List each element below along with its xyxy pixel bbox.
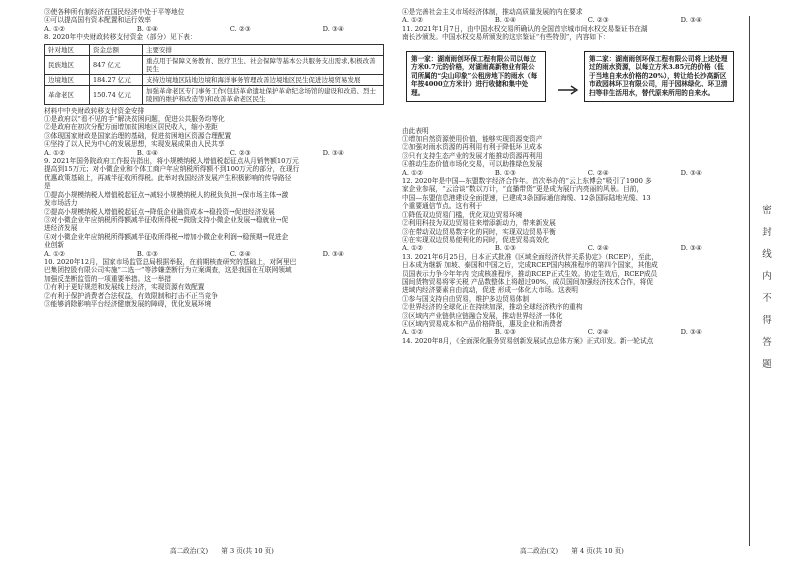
answer-options xyxy=(44,25,344,33)
seal-notice xyxy=(757,200,777,376)
text-line: ④推动生态价值市场化交易，可以助推绿色发展 xyxy=(402,160,543,169)
text-line: 12. 2020年是中国—东盟数字经济合作年。首次举办的“云上东博会”吸引了1900 多 xyxy=(402,177,652,186)
text-line: ③区域内产业链供应链融合发展，推动世界经济一体化 xyxy=(402,311,563,320)
text-line: ②利用科技为双边贸易往来增添新动力，带来新发展 xyxy=(402,219,556,228)
text-line: 中国—东盟信息港建设全面提速，已建成3条国际通信海缆、12条国际陆地光缆、13 xyxy=(402,193,651,202)
option-b: B. ①③ xyxy=(494,168,516,177)
option-b: B. ①④ xyxy=(136,148,158,157)
text-line: 提高到15万元；对小微企业和个体工商户年应纳税所得额不到100万元的部分，在现行 xyxy=(44,165,300,174)
answer-options xyxy=(44,250,344,258)
text-line: ③只有支持生态产业的发展才能推动资源再利用 xyxy=(402,151,543,160)
option-c: C. ②③ xyxy=(229,24,251,33)
arrow-right-icon xyxy=(558,85,580,95)
option-c: C. ②③ xyxy=(587,16,609,25)
text-line: ④是完善社会主义市场经济体制，推动高质量发展的内在要求 xyxy=(402,8,583,16)
option-d: D. ③④ xyxy=(322,148,344,157)
option-a: A. ①② xyxy=(402,328,424,337)
table-cell-region: 民族地区 xyxy=(45,55,90,74)
option-d: D. ③④ xyxy=(322,249,344,258)
text-line: ③在带动双边贸易数字化的同时，实现双边贸易平衡 xyxy=(402,227,556,236)
text-line: ④对小微企业年应纳税所得额减半征收所得税→增加小微企业利润→稳预期→促进企 xyxy=(44,232,289,241)
text-line: 11. 2021年1月7日，由中国水权交易所确认的全国首宗城市间水权交易鉴证书在湖 xyxy=(402,24,648,33)
option-a: A. ①② xyxy=(44,148,66,157)
text-line: ②加强对雨水资源的再利用有利于降低环卫成本 xyxy=(402,143,543,152)
table-cell-region: 革命老区 xyxy=(45,85,90,104)
seal-char: 封 xyxy=(762,227,772,238)
text-line: 家企业参展，“云洽谈”数以万计，“直播带货”更是成为展厅内亮丽的风景。目前， xyxy=(402,185,644,194)
option-c: C. ②④ xyxy=(587,244,609,253)
seal-char: 得 xyxy=(762,315,772,326)
text-line: 发市场活力 xyxy=(44,199,78,208)
option-c: C. ②④ xyxy=(229,249,251,258)
left-column xyxy=(44,8,382,308)
table-row xyxy=(45,74,384,85)
material-boxes xyxy=(402,45,734,125)
text-line: 日本成为继新 加坡、泰国和中国之后，完成RCEP国内核准程序的第四个国家，其他成 xyxy=(402,261,658,270)
material-box-second: 第二家：湖南雨创环保工程有限公司将上述处理过的雨水资源，以每立方米3.85元的价格（低于当地自来水价格的20%），转让给长沙高新区市政园林环卫有限公司，用于园林绿化、环卫清扫等非生活用水，替代原来所用的自来水。 xyxy=(584,51,734,102)
option-b: B. ①③ xyxy=(136,249,158,258)
table-cell-amount: 150.74 亿元 xyxy=(90,85,143,104)
text-line: 优惠政策基础上，再减半征收所得税。此举对我国经济发展产生积极影响的传导路径 xyxy=(44,173,292,182)
table-cell-amount: 847 亿元 xyxy=(90,55,143,74)
table-cell-region: 边境地区 xyxy=(45,74,90,85)
text-line: 13. 2021年6月25日，日本正式批准《区域全面经济伙伴关系协定》（RCEP），至此， xyxy=(402,252,659,261)
option-c: C. ②④ xyxy=(587,168,609,177)
text-line: 材料中中央财政转移支付资金安排 xyxy=(44,106,145,115)
seal-char: 线 xyxy=(762,249,772,260)
text-line: ④可以提高国有资本配置和运行效率 xyxy=(44,16,151,25)
text-line: ③对小微企业年应纳税所得额减半征收所得税→鼓励支持小微企业发展→稳就业→促 xyxy=(44,215,289,224)
text-line: ①有利于更好规范和发展线上经济，实现资源有效配置 xyxy=(44,283,205,292)
option-d: D. ③④ xyxy=(680,244,702,253)
text-line: ①提高小规模纳税人增值税起征点→减轻小规模纳税人的税负负担→保市场主体→激 xyxy=(44,190,289,199)
option-c: C. ②④ xyxy=(587,328,609,337)
table-cell-plan: 支持边境地区陆地边境和海洋事务管理改善边境地区民生促进边境贸易发展 xyxy=(143,74,384,85)
text-line: 加强反垄断监管的一项重要举措。这一举措 xyxy=(44,274,172,283)
option-d: D. ③④ xyxy=(680,328,702,337)
text-line: 10. 2020年12月，国家市场监管总局根据举报，在前期核查研究的基础上，对阿里巴 xyxy=(44,257,297,266)
option-a: A. ①② xyxy=(402,16,424,25)
option-d: D. ③④ xyxy=(680,16,702,25)
seal-char: 答 xyxy=(762,337,772,348)
option-a: A. ①② xyxy=(44,24,66,33)
option-d: D. ③④ xyxy=(680,168,702,177)
seal-char: 内 xyxy=(762,271,772,282)
page-footer-left: 高二政治(文) 第 3 页(共 10 页) xyxy=(170,547,274,555)
option-c: C. ②③ xyxy=(229,148,251,157)
option-d: D. ③④ xyxy=(322,24,344,33)
right-column xyxy=(402,8,734,345)
text-line: ②世界经济的全球化正在持续加深，推动全球经济秩序的重构 xyxy=(402,303,583,312)
material-box-first: 第一家：湖南雨创环保工程有限公司以每立方米0.7元的价格，对湖南高新物业有限公司所属的“尖山印象”公租房地下的雨水（每年按4000立方米计）进行收储和集中处理。 xyxy=(406,51,546,102)
seal-char: 题 xyxy=(762,359,772,370)
text-line: 国间货物贸易将零关税 产品数整体上将超过90%，成员国间加强经济技术合作，将促 xyxy=(402,277,654,286)
option-b: B. ①③ xyxy=(494,328,516,337)
question-8-stem: 8. 2020年中央财政转移支付资金（部分）见下表： xyxy=(44,33,197,42)
table-header: 主要安排 xyxy=(143,44,384,55)
text-line: ①是政府以“看不见的手”解决贫困问题，促进公共服务均等化 xyxy=(44,115,225,124)
text-line: ④区域内贸易成本和产品价格降低，惠及企业和消费者 xyxy=(402,319,563,328)
text-line: ②有利于保护消费者合法权益，有效限制和打击不正当竞争 xyxy=(44,291,218,300)
text-line: ①增加自然资源使用价值，能够实现资源变资产 xyxy=(402,135,543,144)
seal-char: 不 xyxy=(762,293,772,304)
text-line: 进域内经济要素自由流动，促进 形成一体化大市场。这表明 xyxy=(402,286,578,295)
text-line: 是 xyxy=(44,182,51,191)
table-header-row xyxy=(45,44,384,55)
text-line: 9. 2021年国务院政府工作报告指出，将小规模纳税人增值税起征点从月销售额10万元 xyxy=(44,157,299,166)
table-header: 资金总额 xyxy=(90,44,143,55)
table-cell-plan: 加强革命老区专门事务工作(包括革命遗址保护革命纪念场馆的建设和改造、烈士陵园的维护和改造等)和改善革命老区民生 xyxy=(143,85,384,104)
option-a: A. ①② xyxy=(402,244,424,253)
answer-options xyxy=(402,16,702,24)
text-line: 由此表明 xyxy=(402,126,429,135)
text-line: 进经济发展 xyxy=(44,224,78,233)
answer-options xyxy=(402,328,702,336)
answer-options xyxy=(44,149,344,157)
text-line: ②是政府在初次分配方面增加贫困地区居民收入，缩小差距 xyxy=(44,123,218,132)
text-line: 个重要通信节点。这有利于 xyxy=(402,202,483,211)
page-footer-right: 高二政治(文) 第 4 页(共 10 页) xyxy=(520,547,624,555)
text-line: ③使各种所有制经济在国民经济中处于平等地位 xyxy=(44,8,185,16)
text-line: ③能够消除影响平台经济健康发展的障碍，优化发展环境 xyxy=(44,299,212,308)
text-line: ④在实现双边贸易便利化的同时，促进贸易高效化 xyxy=(402,235,550,244)
answer-options xyxy=(402,244,702,252)
text-line: 14. 2020年8月，《全面深化服务贸易创新发展试点总体方案》正式印发。新一轮试点 xyxy=(402,336,654,345)
option-a: A. ①② xyxy=(44,249,66,258)
table-row xyxy=(45,85,384,104)
option-b: B. ①④ xyxy=(136,24,158,33)
text-line: ④坚持了以人民为中心的发展思想，实现发展成果由人民共享 xyxy=(44,140,225,149)
text-line: 员国表示力争今年年内 完成核准程序，推动RCEP正式生效。协定生效后，RCEP成员 xyxy=(402,269,658,278)
option-b: B. ①④ xyxy=(494,16,516,25)
option-b: B. ①③ xyxy=(494,244,516,253)
text-line: ②提高小规模纳税人增值税起征点→降低企业融资成本→稳投资→促进经济发展 xyxy=(44,207,275,216)
text-line: ①降低双边贸易门槛，优化双边贸易环境 xyxy=(402,210,523,219)
table-cell-amount: 184.27 亿元 xyxy=(90,74,143,85)
table-row xyxy=(45,55,384,74)
answer-options xyxy=(402,169,702,177)
funding-table xyxy=(44,44,384,105)
binding-line xyxy=(749,16,750,546)
text-line: 南长沙颁发。中国水权交易所颁发的这宗鉴证“有些特别”，内容如下： xyxy=(402,33,610,42)
table-header: 针对地区 xyxy=(45,44,90,55)
text-line: 业创新 xyxy=(44,241,65,250)
text-line: 巴集团控股有限公司实施“二选一”等涉嫌垄断行为立案调查，这是我国在互联网领域 xyxy=(44,266,292,275)
text-line: ③体现国家财政是国家治理的基础，促进贫困地区资源合理配置 xyxy=(44,131,232,140)
text-line: ①参与国支持自由贸易，维护多边贸易体制 xyxy=(402,294,530,303)
option-a: A. ①② xyxy=(402,168,424,177)
table-cell-plan: 重点用于保障义务教育、医疗卫生、社会保障等基本公共服务支出需求,积极改善民生 xyxy=(143,55,384,74)
seal-char: 密 xyxy=(762,205,772,216)
